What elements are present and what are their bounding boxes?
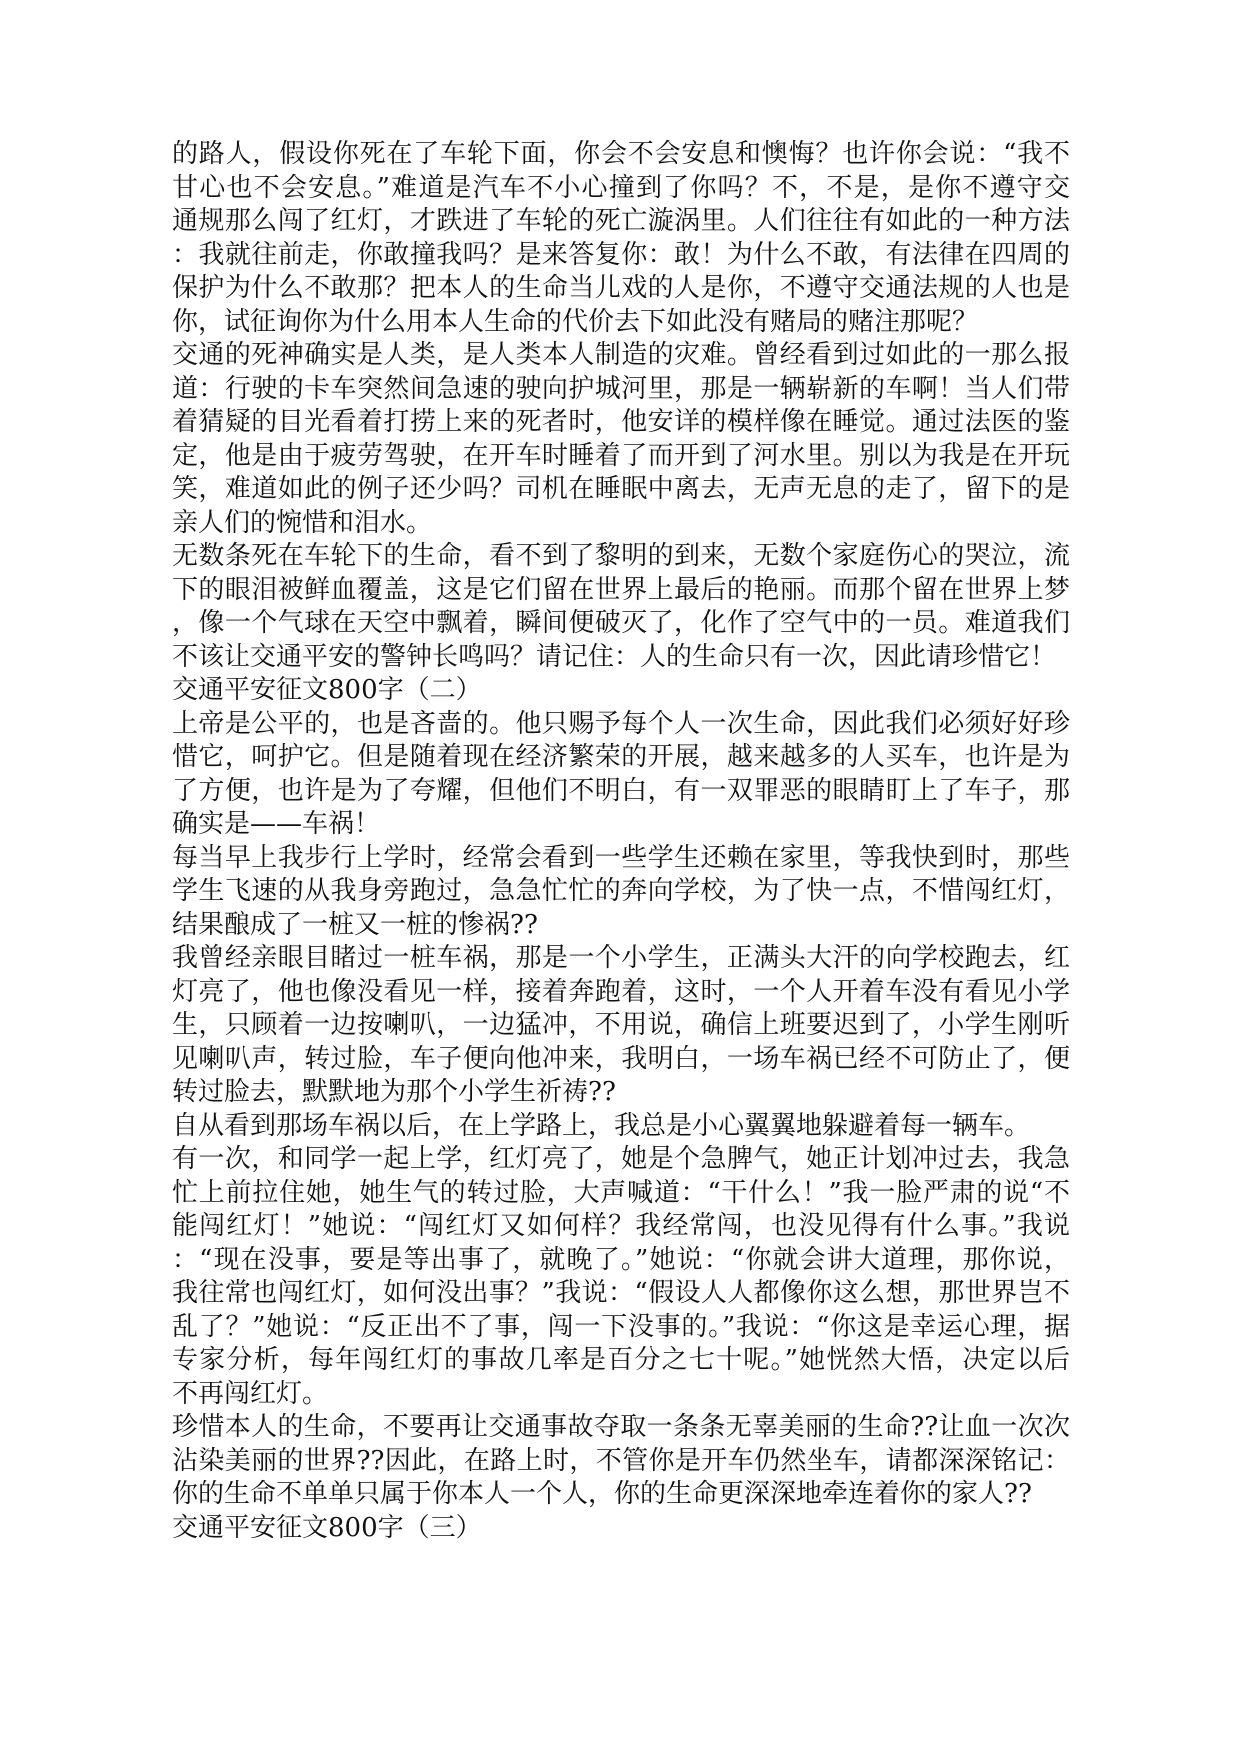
text-line: 的路人，假设你死在了车轮下面，你会不会安息和懊悔？也许你会说：“我不 [172,139,1070,169]
paragraph [172,1411,1070,1512]
text-line: 下的眼泪被鲜血覆盖，这是它们留在世界上最后的艳丽。而那个留在世界上梦 [172,574,1070,605]
text-line: 你的生命不单单只属于你本人一个人，你的生命更深深地牵连着你的家人?? [172,1479,1032,1509]
text-line: 甘心也不会安息。”难道是汽车不小心撞到了你吗？不，不是，是你不遵守交 [172,172,1070,203]
text-line: ，像一个气球在天空中飘着，瞬间便破灭了，化作了空气中的一员。难道我们 [172,608,1070,638]
paragraph [172,842,1070,943]
text-line: 结果酿成了一桩又一桩的惨祸?? [172,909,538,940]
text-line: 见喇叭声，转过脸，车子便向他冲来，我明白，一场车祸已经不可防止了，便 [172,1043,1070,1074]
heading-text: 交通平安征文800字（二） [172,675,482,705]
paragraph [172,708,1070,842]
text-line: 了方便，也许是为了夸耀，但他们不明白，有一双罪恶的眼睛盯上了车子，那 [172,775,1070,806]
text-line: 转过脸去，默默地为那个小学生祈祷?? [172,1077,616,1107]
text-line: 能闯红灯！”她说：“闯红灯又如何样？我经常闯，也没见得有什么事。”我说 [172,1211,1070,1241]
text-line: 不再闯红灯。 [172,1378,329,1409]
text-line: 你，试征询你为什么用本人生命的代价去下如此没有赌局的赌注那呢？ [172,306,979,337]
paragraph [172,942,1070,1110]
text-line: 确实是——车祸！ [172,809,381,839]
text-line: 学生飞速的从我身旁跑过，急急忙忙的奔向学校，为了快一点，不惜闯红灯， [172,876,1070,906]
document-page [172,138,1070,1545]
text-line: 笑，难道如此的例子还少吗？司机在睡眠中离去，无声无息的走了，留下的是 [172,474,1070,504]
text-line: 上帝是公平的，也是吝啬的。他只赐予每个人一次生命，因此我们必须好好珍 [172,708,1070,739]
text-line: 珍惜本人的生命，不要再让交通事故夺取一条条无辜美丽的生命??让血一次次 [172,1412,1070,1442]
text-line: 每当早上我步行上学时，经常会看到一些学生还赖在家里，等我快到时，那些 [172,842,1070,873]
text-line: 忙上前拉住她，她生气的转过脸，大声喊道：“干什么！”我一脸严肃的说“不 [172,1177,1070,1208]
paragraph [172,339,1070,540]
text-line: 灯亮了，他也像没看见一样，接着奔跑着，这时，一个人开着车没有看见小学 [172,976,1070,1007]
paragraph [172,540,1070,674]
text-line: 惜它，呵护它。但是随着现在经济繁荣的开展，越来越多的人买车，也许是为 [172,742,1070,772]
text-line: 专家分析，每年闯红灯的事故几率是百分之七十呢。”她恍然大悟，决定以后 [172,1345,1070,1375]
paragraph [172,138,1070,339]
text-line: ：我就往前走，你敢撞我吗？是来答复你：敢！为什么不敢，有法律在四周的 [172,239,1070,270]
text-line: 通规那么闯了红灯，才跌进了车轮的死亡漩涡里。人们往往有如此的一种方法 [172,206,1070,236]
text-line: ：“现在没事，要是等出事了，就晚了。”她说：“你就会讲大道理，那你说， [172,1244,1070,1275]
text-line: 沾染美丽的世界??因此，在路上时，不管你是开车仍然坐车，请都深深铭记： [172,1445,1070,1476]
paragraph [172,1143,1070,1411]
text-line: 定，他是由于疲劳驾驶，在开车时睡着了而开到了河水里。别以为我是在开玩 [172,440,1070,471]
text-line: 道：行驶的卡车突然间急速的驶向护城河里，那是一辆崭新的车啊！当人们带 [172,373,1070,404]
text-line: 有一次，和同学一起上学，红灯亮了，她是个急脾气，她正计划冲过去，我急 [172,1144,1070,1174]
text-line: 乱了？”她说：“反正出不了事，闯一下没事的。”我说：“你这是幸运心理，据 [172,1311,1070,1342]
text-line: 保护为什么不敢那？把本人的生命当儿戏的人是你，不遵守交通法规的人也是 [172,273,1070,303]
heading-text: 交通平安征文800字（三） [172,1512,482,1543]
text-line: 我曾经亲眼目睹过一桩车祸，那是一个小学生，正满头大汗的向学校跑去，红 [172,943,1070,973]
text-line: 不该让交通平安的警钟长鸣吗？请记住：人的生命只有一次，因此请珍惜它！ [172,641,1057,672]
text-line: 自从看到那场车祸以后，在上学路上，我总是小心翼翼地躲避着每一辆车。 [172,1110,1031,1141]
text-line: 我往常也闯红灯，如何没出事？”我说：“假设人人都像你这么想，那世界岂不 [172,1278,1070,1308]
text-line: 生，只顾着一边按喇叭，一边猛冲，不用说，确信上班要迟到了，小学生刚听 [172,1010,1070,1040]
paragraph [172,1110,1070,1144]
section-heading [172,1512,1070,1546]
section-heading [172,674,1070,708]
text-line: 无数条死在车轮下的生命，看不到了黎明的到来，无数个家庭伤心的哭泣，流 [172,541,1070,571]
text-line: 交通的死神确实是人类，是人类本人制造的灾难。曾经看到过如此的一那么报 [172,340,1070,370]
text-line: 亲人们的惋惜和泪水。 [172,507,433,538]
text-line: 着猜疑的目光看着打捞上来的死者时，他安详的模样像在睡觉。通过法医的鉴 [172,407,1070,437]
